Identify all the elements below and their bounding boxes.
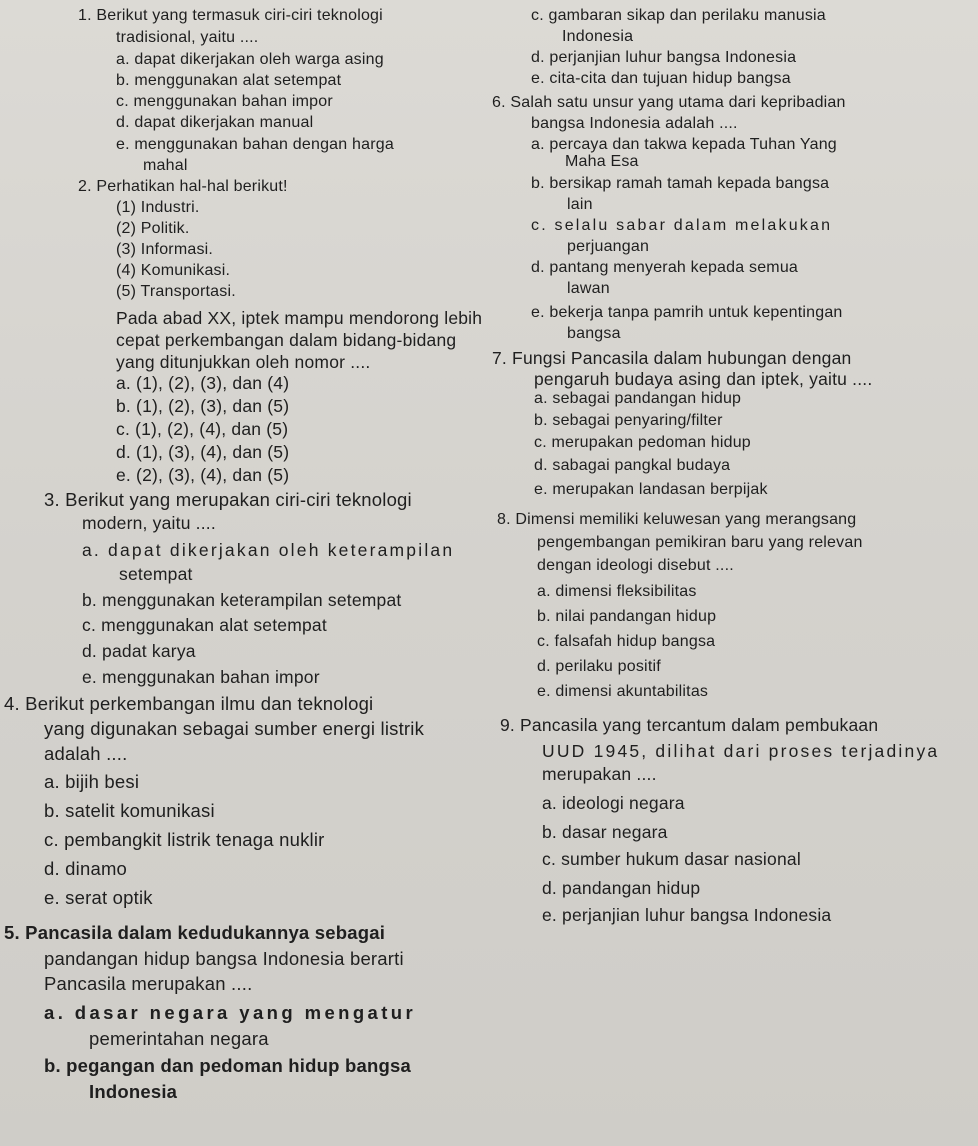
right-text-line: c. merupakan pedoman hidup (534, 434, 751, 451)
left-text-line: 5. Pancasila dalam kedudukannya sebagai (4, 922, 386, 943)
right-text-line: lain (567, 196, 593, 213)
right-text-line: dengan ideologi disebut .... (537, 557, 734, 574)
left-text-line: d. padat karya (82, 641, 196, 661)
left-text-line: (1) Industri. (116, 199, 200, 216)
right-text-line: e. dimensi akuntabilitas (537, 683, 709, 700)
right-text-line: d. pandangan hidup (542, 878, 701, 898)
left-text-line: c. menggunakan bahan impor (116, 93, 333, 110)
right-text-line: a. percaya dan takwa kepada Tuhan Yang (531, 136, 837, 153)
right-text-line: lawan (567, 280, 610, 297)
left-text-line: tradisional, yaitu .... (116, 29, 259, 46)
right-text-line: e. bekerja tanpa pamrih untuk kepentingan (531, 304, 843, 321)
right-text-line: pengembangan pemikiran baru yang relevan (537, 534, 863, 551)
right-text-line: c. sumber hukum dasar nasional (542, 849, 801, 869)
left-text-line: 3. Berikut yang merupakan ciri-ciri teknologi (44, 489, 412, 510)
left-text-line: Pada abad XX, iptek mampu mendorong lebih (116, 308, 483, 328)
right-text-line: 8. Dimensi memiliki keluwesan yang merangsang (497, 511, 857, 528)
right-text-line: bangsa Indonesia adalah .... (531, 115, 738, 132)
left-text-line: d. (1), (3), (4), dan (5) (116, 442, 290, 462)
right-text-line: 9. Pancasila yang tercantum dalam pembukaan (500, 715, 879, 735)
left-text-line: b. menggunakan keterampilan setempat (82, 590, 402, 610)
right-text-line: b. nilai pandangan hidup (537, 608, 717, 625)
left-text-line: c. (1), (2), (4), dan (5) (116, 419, 289, 439)
right-text-line: d. pantang menyerah kepada semua (531, 259, 799, 276)
right-text-line: c. falsafah hidup bangsa (537, 633, 716, 650)
left-text-line: (4) Komunikasi. (116, 262, 231, 279)
left-text-line: c. menggunakan alat setempat (82, 615, 327, 635)
left-text-line: 1. Berikut yang termasuk ciri-ciri teknologi (78, 7, 383, 24)
left-text-line: a. bijih besi (44, 771, 140, 792)
right-text-line: d. sabagai pangkal budaya (534, 457, 731, 474)
left-text-line: (5) Transportasi. (116, 283, 236, 300)
right-text-line: a. ideologi negara (542, 793, 685, 813)
right-text-line: e. perjanjian luhur bangsa Indonesia (542, 905, 832, 925)
left-text-line: e. serat optik (44, 887, 153, 908)
right-text-line: b. dasar negara (542, 822, 668, 842)
left-text-line: a. dapat dikerjakan oleh warga asing (116, 51, 384, 68)
left-text-line: Pancasila merupakan .... (44, 973, 253, 994)
right-text-line: Maha Esa (565, 153, 639, 170)
left-text-line: a. dapat dikerjakan oleh keterampilan (82, 540, 455, 560)
left-text-line: e. (2), (3), (4), dan (5) (116, 465, 290, 485)
left-text-line: adalah .... (44, 743, 128, 764)
left-text-line: 2. Perhatikan hal-hal berikut! (78, 178, 288, 195)
left-text-line: d. dinamo (44, 858, 128, 879)
left-text-line: mahal (143, 157, 188, 174)
right-text-line: d. perjanjian luhur bangsa Indonesia (531, 49, 797, 66)
left-text-line: d. dapat dikerjakan manual (116, 114, 314, 131)
left-text-line: modern, yaitu .... (82, 513, 216, 533)
right-text-line: Indonesia (562, 28, 634, 45)
left-text-line: e. menggunakan bahan dengan harga (116, 136, 394, 153)
left-text-line: b. satelit komunikasi (44, 800, 215, 821)
left-text-line: yang ditunjukkan oleh nomor .... (116, 352, 371, 372)
right-text-line: bangsa (567, 325, 621, 342)
right-text-line: merupakan .... (542, 764, 657, 784)
right-text-line: pengaruh budaya asing dan iptek, yaitu .... (534, 369, 873, 389)
right-text-line: e. merupakan landasan berpijak (534, 481, 768, 498)
left-text-line: yang digunakan sebagai sumber energi listrik (44, 718, 425, 739)
right-text-line: perjuangan (567, 238, 650, 255)
left-text-line: a. (1), (2), (3), dan (4) (116, 373, 290, 393)
right-text-line: e. cita-cita dan tujuan hidup bangsa (531, 70, 791, 87)
left-text-line: e. menggunakan bahan impor (82, 667, 320, 687)
right-text-line: a. dimensi fleksibilitas (537, 583, 697, 600)
left-text-line: (3) Informasi. (116, 241, 214, 258)
right-text-line: UUD 1945, dilihat dari proses terjadinya (542, 741, 940, 761)
right-text-line: d. perilaku positif (537, 658, 661, 675)
right-text-line: 6. Salah satu unsur yang utama dari kepribadian (492, 94, 846, 111)
left-text-line: pandangan hidup bangsa Indonesia berarti (44, 948, 404, 969)
left-text-line: a. dasar negara yang mengatur (44, 1002, 417, 1023)
left-text-line: b. menggunakan alat setempat (116, 72, 342, 89)
left-text-line: b. pegangan dan pedoman hidup bangsa (44, 1055, 411, 1076)
right-text-line: a. sebagai pandangan hidup (534, 390, 742, 407)
left-text-line: 4. Berikut perkembangan ilmu dan teknologi (4, 693, 374, 714)
right-text-line: b. bersikap ramah tamah kepada bangsa (531, 175, 830, 192)
right-text-line: 7. Fungsi Pancasila dalam hubungan dengan (492, 348, 852, 368)
left-text-line: cepat perkembangan dalam bidang-bidang (116, 330, 457, 350)
left-text-line: setempat (119, 564, 193, 584)
right-text-line: c. gambaran sikap dan perilaku manusia (531, 7, 826, 24)
left-text-line: b. (1), (2), (3), dan (5) (116, 396, 290, 416)
right-text-line: b. sebagai penyaring/filter (534, 412, 723, 429)
left-text-line: pemerintahan negara (89, 1028, 269, 1049)
left-text-line: (2) Politik. (116, 220, 190, 237)
left-text-line: Indonesia (89, 1081, 178, 1102)
right-text-line: c. selalu sabar dalam melakukan (531, 217, 833, 234)
left-text-line: c. pembangkit listrik tenaga nuklir (44, 829, 325, 850)
